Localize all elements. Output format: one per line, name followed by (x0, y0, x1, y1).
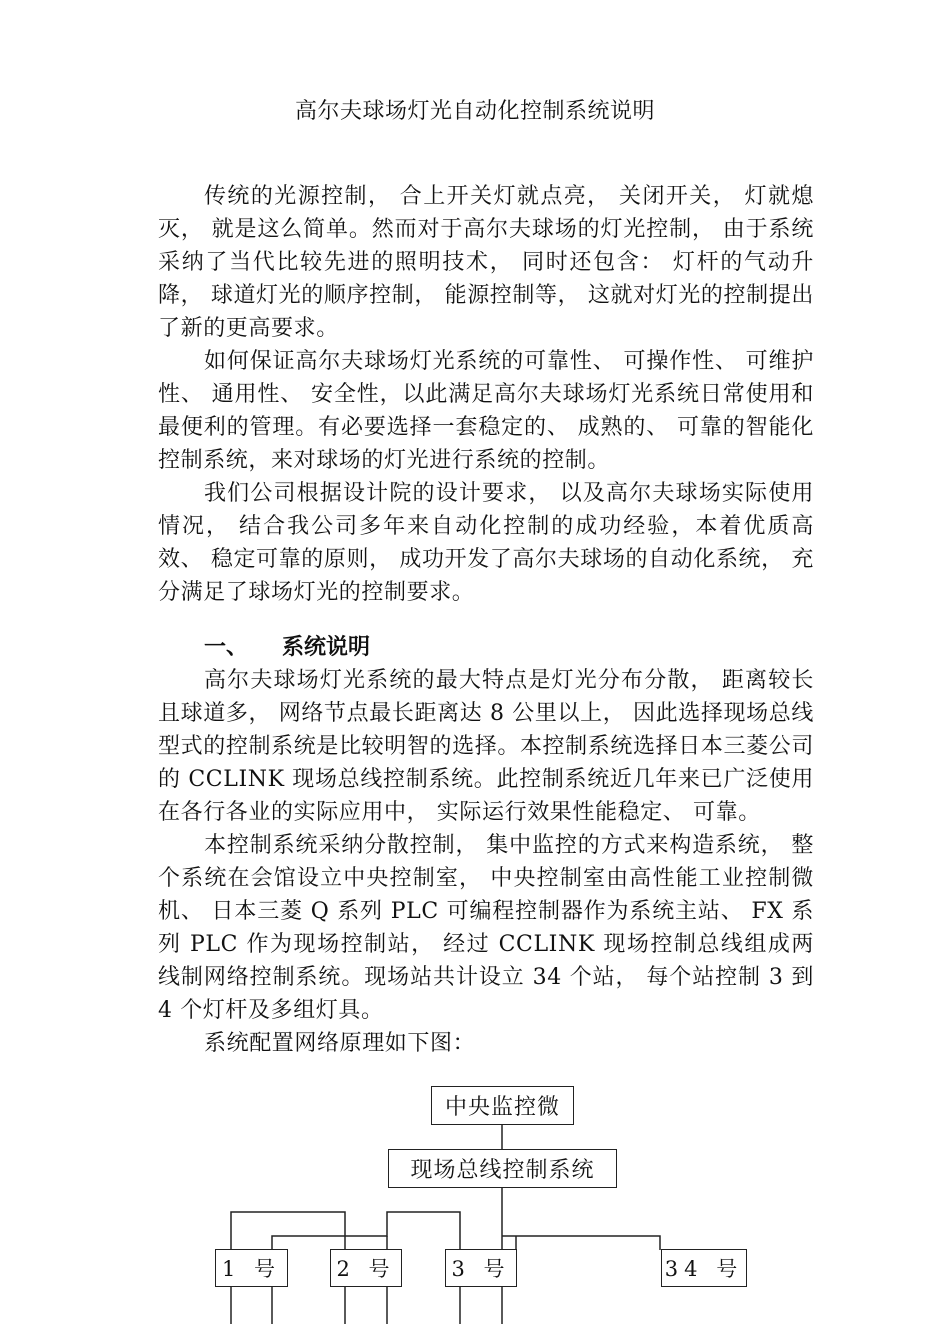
intro-section (158, 180, 814, 609)
section-number: 一、 (204, 635, 249, 660)
station-box: 3 号 (445, 1249, 517, 1287)
station-box: 2 号 (330, 1249, 402, 1287)
section-body (158, 664, 814, 1060)
intro-paragraph: 如何保证高尔夫球场灯光系统的可靠性、 可操作性、 可维护性、 通用性、 安全性，以此满足高尔夫球场灯光系统日常使用和最便利的管理。有必要选择一套稳定的、 成熟的、 可靠的智能化控制系统，来对球场的灯光进行系统的控制。 (158, 349, 814, 473)
section-paragraph: 系统配置网络原理如下图： (204, 1031, 476, 1056)
connector-line (231, 1212, 345, 1250)
connector-line (502, 1236, 660, 1250)
intro-paragraph: 传统的光源控制， 合上开关灯就点亮， 关闭开关， 灯就熄灭， 就是这么简单。然而对于高尔夫球场的灯光控制， 由于系统采纳了当代比较先进的照明技术， 同时还包含： 灯杆的气动升降， 球道灯光的顺序控制， 能源控制等， 这就对灯光的控制提出了新的更高要求。 (158, 184, 814, 341)
connector-line (272, 1212, 460, 1250)
section-paragraph: 高尔夫球场灯光系统的最大特点是灯光分布分散， 距离较长且球道多， 网络节点最长距离达 8 公里以上， 因此选择现场总线型式的控制系统是比较明智的选择。本控制系统选择日本三菱公司的 CCLINK 现场总线控制系统。此控制系统近几年来已广泛使用在各行各业的实际应用中， 实际运行效果性能稳定、 可靠。 (158, 668, 814, 825)
document-title: 高尔夫球场灯光自动化控制系统说明 (294, 99, 655, 124)
section-heading (204, 631, 370, 664)
section-title: 系统说明 (282, 635, 371, 660)
intro-paragraph: 我们公司根据设计院的设计要求， 以及高尔夫球场实际使用情况， 结合我公司多年来自动化控制的成功经验，本着优质高效、 稳定可靠的原则， 成功开发了高尔夫球场的自动化系统， 充分满足了球场灯光的控制要求。 (158, 481, 814, 605)
station-box: 34 号 (661, 1249, 747, 1287)
station-box: 1 号 (215, 1249, 288, 1287)
fieldbus-system-box: 现场总线控制系统 (388, 1149, 617, 1188)
section-paragraph: 本控制系统采纳分散控制， 集中监控的方式来构造系统， 整个系统在会馆设立中央控制室， 中央控制室由高性能工业控制微机、 日本三菱 Q 系列 PLC 可编程控制器作为系统主站、 FX 系列 PLC 作为现场控制站， 经过 CCLINK 现场控制总线组成两线制网络控制系统。现场站共计设立 34 个站， 每个站控制 3 到 4 个灯杆及多组灯具。 (158, 833, 814, 1023)
central-monitor-box: 中央监控微 (431, 1086, 574, 1125)
